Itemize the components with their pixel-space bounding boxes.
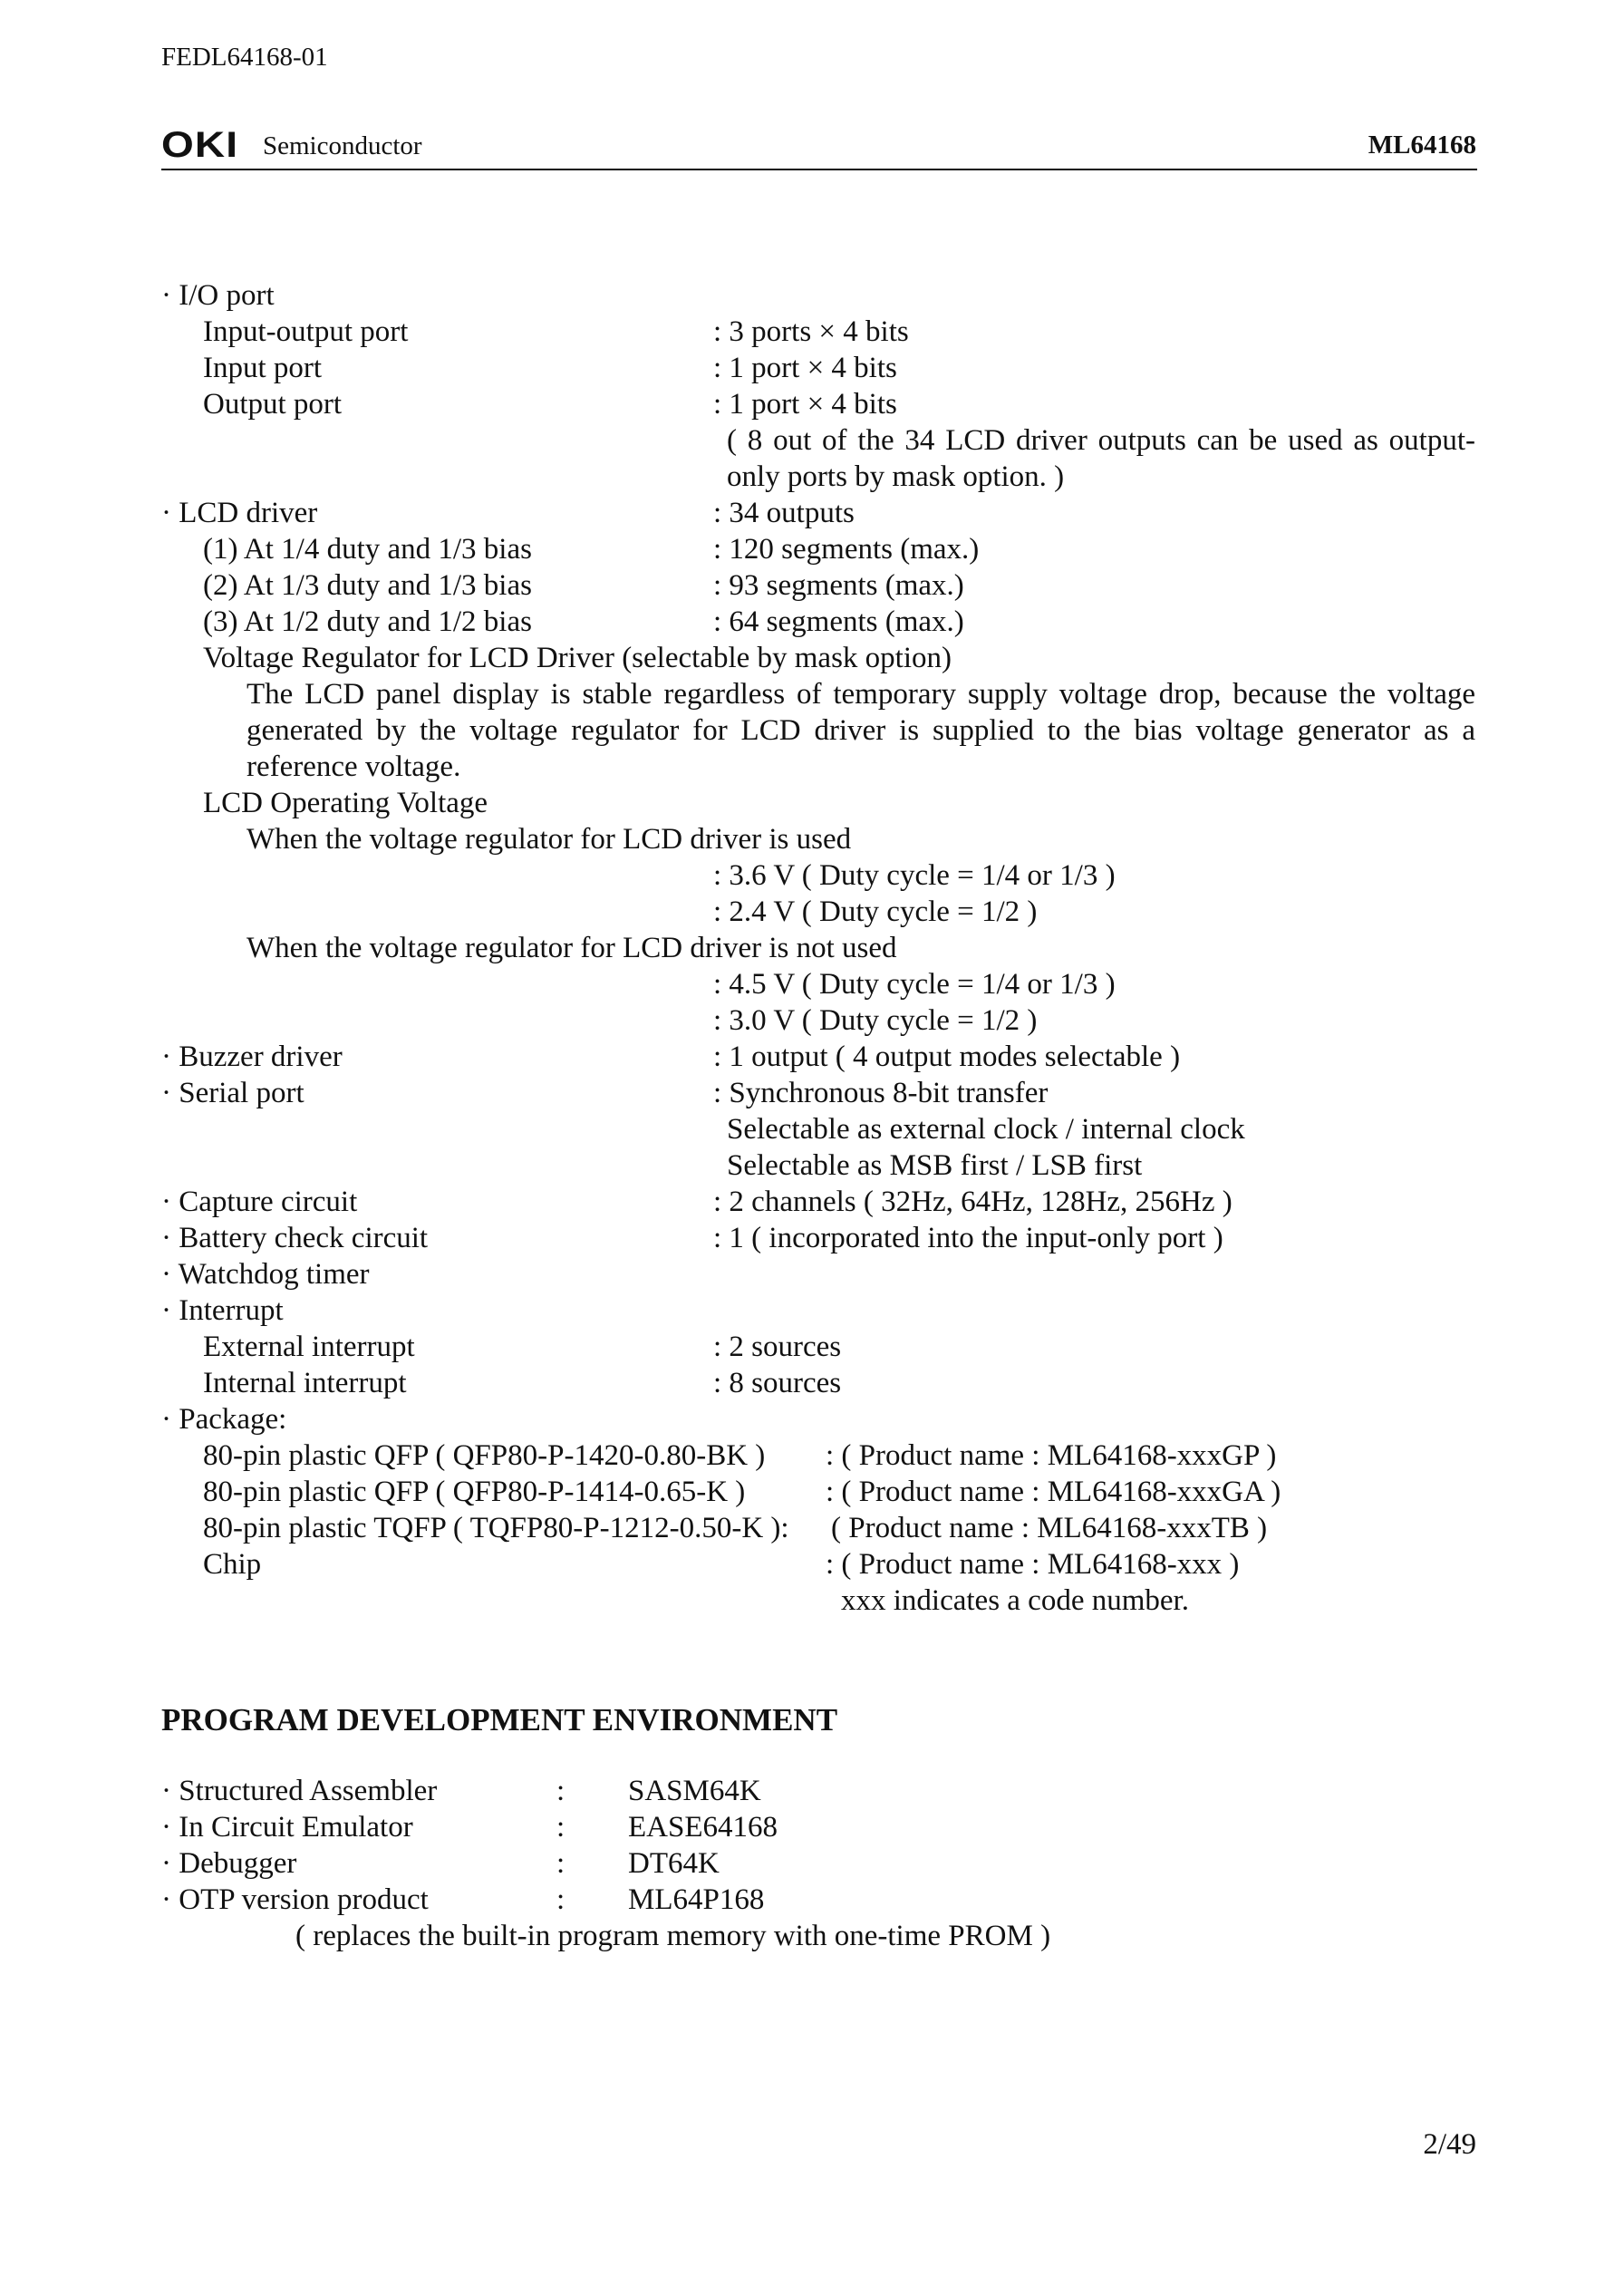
serial-port-clock-option: Selectable as external clock / internal clock	[727, 1113, 1245, 1146]
regulator-used-voltage-1: : 3.6 V ( Duty cycle = 1/4 or 1/3 )	[713, 859, 1116, 892]
watchdog-timer-label: · Watchdog timer	[161, 1258, 370, 1291]
package-3-value: ( Product name : ML64168-xxxTB )	[831, 1512, 1268, 1544]
regulator-used-label: When the voltage regulator for LCD driver is used	[246, 823, 852, 856]
capture-circuit-value: : 2 channels ( 32Hz, 64Hz, 128Hz, 256Hz )	[713, 1186, 1232, 1218]
output-port-label: Output port	[203, 388, 343, 421]
lcd-duty2-value: : 93 segments (max.)	[713, 569, 964, 602]
output-port-note: ( 8 out of the 34 LCD driver outputs can be used as output-only ports by mask option. )	[727, 424, 1475, 493]
internal-interrupt-label: Internal interrupt	[203, 1367, 407, 1399]
buzzer-driver-value: : 1 output ( 4 output modes selectable )	[713, 1041, 1181, 1073]
lcd-duty3-value: : 64 segments (max.)	[713, 605, 964, 638]
assembler-separator: :	[556, 1775, 566, 1807]
part-number: ML64168	[1368, 131, 1476, 160]
package-chip-value: : ( Product name : ML64168-xxx )	[826, 1548, 1240, 1581]
regulator-not-used-voltage-2: : 3.0 V ( Duty cycle = 1/2 )	[713, 1004, 1038, 1037]
serial-port-label: · Serial port	[161, 1077, 304, 1109]
package-1-label: 80-pin plastic QFP ( QFP80-P-1420-0.80-BK )	[203, 1439, 766, 1472]
package-3-label: 80-pin plastic TQFP ( TQFP80-P-1212-0.50-K ):	[203, 1512, 789, 1544]
regulator-not-used-voltage-1: : 4.5 V ( Duty cycle = 1/4 or 1/3 )	[713, 968, 1116, 1001]
io-port-label: Input-output port	[203, 315, 409, 348]
input-port-label: Input port	[203, 352, 323, 384]
emulator-label: · In Circuit Emulator	[161, 1811, 413, 1844]
internal-interrupt-value: : 8 sources	[713, 1367, 842, 1399]
header-rule	[161, 169, 1477, 170]
oki-logo: OKI	[161, 125, 239, 165]
serial-port-bit-order-option: Selectable as MSB first / LSB first	[727, 1149, 1143, 1182]
external-interrupt-value: : 2 sources	[713, 1331, 842, 1363]
emulator-value: EASE64168	[628, 1811, 778, 1844]
package-2-value: : ( Product name : ML64168-xxxGA )	[826, 1476, 1281, 1508]
regulator-description: The LCD panel display is stable regardless of temporary supply voltage drop, because the voltage generated by the voltage regulator for LCD driver is supplied to the bias voltage generator as a reference voltage.	[246, 678, 1475, 783]
capture-circuit-label: · Capture circuit	[161, 1186, 358, 1218]
output-port-value: : 1 port × 4 bits	[713, 388, 897, 421]
regulator-title: Voltage Regulator for LCD Driver (selectable by mask option)	[203, 642, 952, 674]
debugger-value: DT64K	[628, 1847, 720, 1880]
battery-check-label: · Battery check circuit	[161, 1222, 429, 1254]
package-code-note: xxx indicates a code number.	[841, 1584, 1189, 1617]
external-interrupt-label: External interrupt	[203, 1331, 415, 1363]
buzzer-driver-label: · Buzzer driver	[161, 1041, 343, 1073]
page-number: 2/49	[1423, 2128, 1476, 2161]
otp-note: ( replaces the built-in program memory with one-time PROM )	[295, 1920, 1051, 1952]
otp-label: · OTP version product	[161, 1883, 429, 1916]
debugger-label: · Debugger	[161, 1847, 297, 1880]
assembler-label: · Structured Assembler	[161, 1775, 438, 1807]
lcd-operating-voltage-title: LCD Operating Voltage	[203, 787, 488, 819]
assembler-value: SASM64K	[628, 1775, 761, 1807]
section-heading: PROGRAM DEVELOPMENT ENVIRONMENT	[161, 1702, 838, 1737]
input-port-value: : 1 port × 4 bits	[713, 352, 897, 384]
company-label: Semiconductor	[263, 131, 422, 160]
package-chip-label: Chip	[203, 1548, 262, 1581]
lcd-duty2-label: (2) At 1/3 duty and 1/3 bias	[203, 569, 532, 602]
lcd-duty1-label: (1) At 1/4 duty and 1/3 bias	[203, 533, 532, 566]
emulator-separator: :	[556, 1811, 566, 1844]
otp-separator: :	[556, 1883, 566, 1916]
lcd-duty1-value: : 120 segments (max.)	[713, 533, 980, 566]
io-port-value: : 3 ports × 4 bits	[713, 315, 909, 348]
lcd-driver-title: · LCD driver	[161, 497, 318, 529]
debugger-separator: :	[556, 1847, 566, 1880]
package-1-value: : ( Product name : ML64168-xxxGP )	[826, 1439, 1277, 1472]
package-2-label: 80-pin plastic QFP ( QFP80-P-1414-0.65-K )	[203, 1476, 746, 1508]
io-port-title: · I/O port	[161, 279, 275, 312]
lcd-driver-value: : 34 outputs	[713, 497, 855, 529]
document-id: FEDL64168-01	[161, 43, 328, 72]
serial-port-value: : Synchronous 8-bit transfer	[713, 1077, 1049, 1109]
lcd-duty3-label: (3) At 1/2 duty and 1/2 bias	[203, 605, 532, 638]
regulator-used-voltage-2: : 2.4 V ( Duty cycle = 1/2 )	[713, 895, 1038, 928]
regulator-not-used-label: When the voltage regulator for LCD driver is not used	[246, 932, 897, 964]
otp-value: ML64P168	[628, 1883, 765, 1916]
interrupt-title: · Interrupt	[161, 1294, 284, 1327]
package-title: · Package:	[161, 1403, 287, 1436]
battery-check-value: : 1 ( incorporated into the input-only port )	[713, 1222, 1223, 1254]
